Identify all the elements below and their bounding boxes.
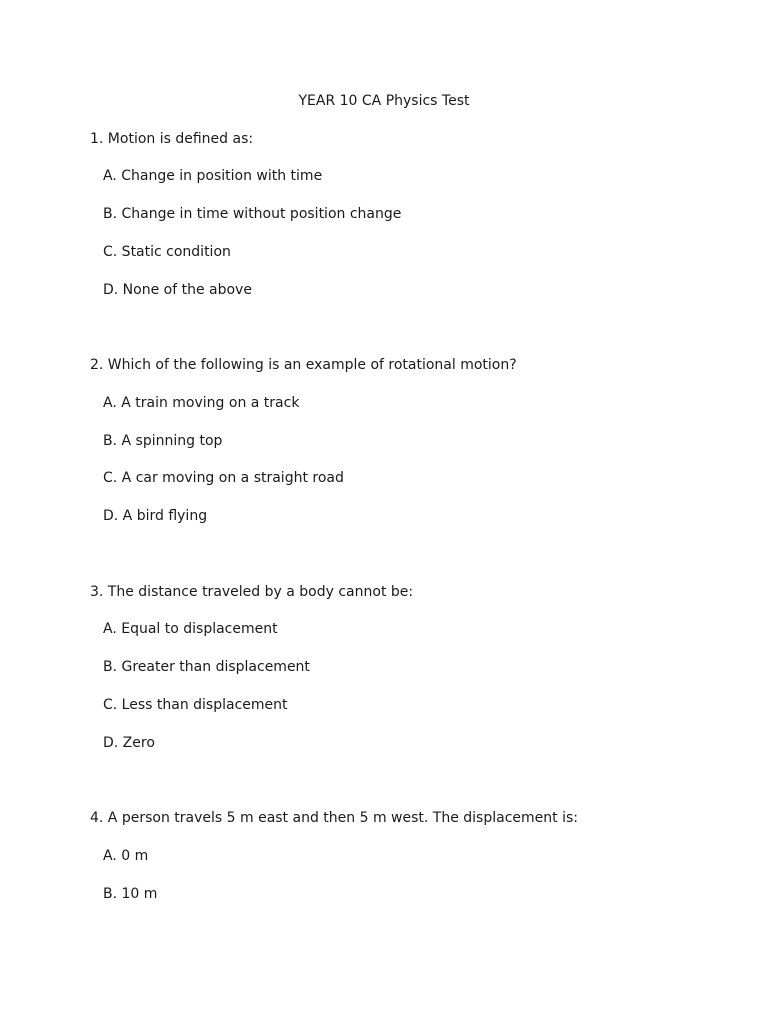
question-2-option-b: B. A spinning top — [103, 433, 223, 449]
question-1-option-a: A. Change in position with time — [103, 168, 323, 184]
question-4-option-a: A. 0 m — [103, 848, 149, 864]
question-4-text: 4. A person travels 5 m east and then 5 m west. The displacement is: — [90, 810, 578, 826]
question-3-option-d: D. Zero — [103, 735, 155, 751]
question-4-option-b: B. 10 m — [103, 886, 158, 902]
page-title: YEAR 10 CA Physics Test — [298, 93, 470, 109]
question-2-option-c: C. A car moving on a straight road — [103, 470, 344, 486]
question-1-text: 1. Motion is defined as: — [90, 131, 254, 147]
question-3-option-b: B. Greater than displacement — [103, 659, 310, 675]
question-2-option-d: D. A bird flying — [103, 508, 208, 524]
question-1-option-d: D. None of the above — [103, 282, 252, 298]
question-2-text: 2. Which of the following is an example of rotational motion? — [90, 357, 517, 373]
question-2-option-a: A. A train moving on a track — [103, 395, 300, 411]
question-1-option-c: C. Static condition — [103, 244, 231, 260]
question-3-text: 3. The distance traveled by a body cannot be: — [90, 584, 414, 600]
question-3-option-a: A. Equal to displacement — [103, 621, 278, 637]
question-1-option-b: B. Change in time without position change — [103, 206, 402, 222]
question-3-option-c: C. Less than displacement — [103, 697, 288, 713]
